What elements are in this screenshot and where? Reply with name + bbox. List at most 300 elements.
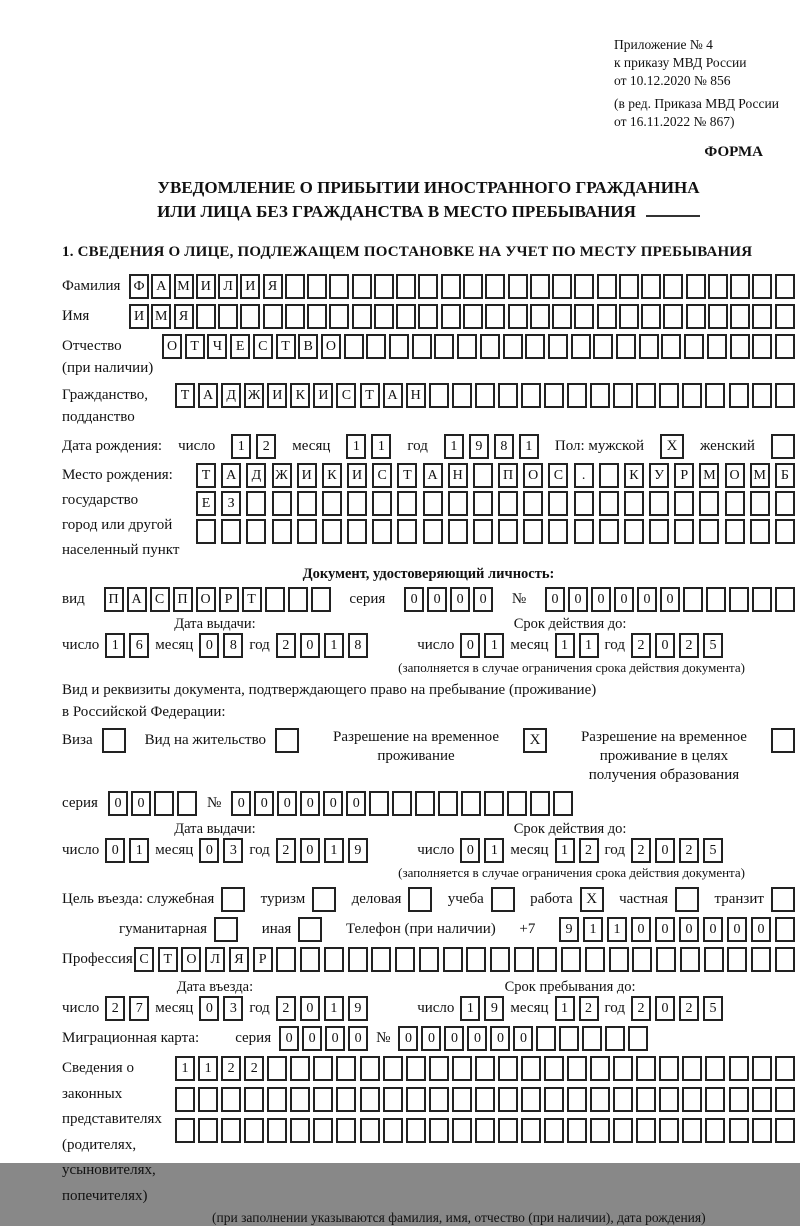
char-cell[interactable]: 0	[105, 838, 125, 863]
char-cell[interactable]	[752, 304, 772, 329]
char-cell[interactable]	[175, 1087, 195, 1112]
char-cell[interactable]	[727, 947, 747, 972]
char-cell[interactable]	[537, 947, 557, 972]
char-cell[interactable]	[475, 1056, 495, 1081]
char-cell[interactable]: П	[104, 587, 124, 612]
char-cell[interactable]	[246, 491, 266, 516]
char-cell[interactable]	[498, 519, 518, 544]
char-cell[interactable]	[503, 334, 523, 359]
char-cell[interactable]: С	[253, 334, 273, 359]
char-cell[interactable]	[705, 1118, 725, 1143]
char-cell[interactable]	[751, 947, 771, 972]
char-cell[interactable]	[389, 334, 409, 359]
char-cell[interactable]	[775, 947, 795, 972]
char-cell[interactable]	[730, 274, 750, 299]
char-cell[interactable]: 0	[568, 587, 588, 612]
purpose-study-checkbox[interactable]	[491, 887, 515, 912]
char-cell[interactable]	[548, 334, 568, 359]
char-cell[interactable]	[175, 1118, 195, 1143]
char-cell[interactable]	[383, 1118, 403, 1143]
char-cell[interactable]: 1	[607, 917, 627, 942]
char-cell[interactable]	[360, 1056, 380, 1081]
char-cell[interactable]: И	[267, 383, 287, 408]
char-cell[interactable]: О	[196, 587, 216, 612]
char-cell[interactable]	[418, 304, 438, 329]
char-cell[interactable]: 2	[631, 633, 651, 658]
char-cell[interactable]: 0	[751, 917, 771, 942]
char-cell[interactable]	[484, 791, 504, 816]
char-cell[interactable]: Т	[185, 334, 205, 359]
char-cell[interactable]: 0	[325, 1026, 345, 1051]
char-cell[interactable]	[463, 274, 483, 299]
char-cell[interactable]	[457, 334, 477, 359]
char-cell[interactable]: 1	[324, 996, 344, 1021]
char-cell[interactable]	[498, 1087, 518, 1112]
char-cell[interactable]	[324, 947, 344, 972]
char-cell[interactable]: А	[198, 383, 218, 408]
char-cell[interactable]: 0	[637, 587, 657, 612]
char-cell[interactable]	[571, 334, 591, 359]
char-cell[interactable]	[553, 791, 573, 816]
char-cell[interactable]	[656, 947, 676, 972]
char-cell[interactable]: П	[498, 463, 518, 488]
char-cell[interactable]	[198, 1087, 218, 1112]
char-cell[interactable]	[730, 304, 750, 329]
char-cell[interactable]	[429, 1118, 449, 1143]
char-cell[interactable]	[729, 383, 749, 408]
char-cell[interactable]: 0	[655, 996, 675, 1021]
char-cell[interactable]	[177, 791, 197, 816]
purpose-humanitarian-checkbox[interactable]	[214, 917, 238, 942]
char-cell[interactable]	[371, 947, 391, 972]
char-cell[interactable]	[530, 304, 550, 329]
char-cell[interactable]	[663, 274, 683, 299]
char-cell[interactable]	[395, 947, 415, 972]
char-cell[interactable]	[521, 1118, 541, 1143]
char-cell[interactable]	[609, 947, 629, 972]
char-cell[interactable]	[244, 1118, 264, 1143]
char-cell[interactable]: Ж	[272, 463, 292, 488]
char-cell[interactable]	[452, 1118, 472, 1143]
char-cell[interactable]	[636, 1087, 656, 1112]
char-cell[interactable]	[597, 274, 617, 299]
char-cell[interactable]: 2	[105, 996, 125, 1021]
char-cell[interactable]	[574, 519, 594, 544]
char-cell[interactable]: 9	[559, 917, 579, 942]
char-cell[interactable]: 8	[223, 633, 243, 658]
char-cell[interactable]	[498, 383, 518, 408]
char-cell[interactable]	[729, 1118, 749, 1143]
visa-checkbox[interactable]	[102, 728, 126, 753]
char-cell[interactable]: С	[150, 587, 170, 612]
char-cell[interactable]	[473, 519, 493, 544]
char-cell[interactable]: И	[196, 274, 216, 299]
char-cell[interactable]	[705, 1087, 725, 1112]
char-cell[interactable]: Ф	[129, 274, 149, 299]
char-cell[interactable]: 1	[484, 633, 504, 658]
char-cell[interactable]	[311, 587, 331, 612]
char-cell[interactable]	[406, 1056, 426, 1081]
char-cell[interactable]: 0	[300, 791, 320, 816]
char-cell[interactable]	[680, 947, 700, 972]
char-cell[interactable]: 0	[444, 1026, 464, 1051]
char-cell[interactable]: 1	[460, 996, 480, 1021]
char-cell[interactable]	[559, 1026, 579, 1051]
char-cell[interactable]	[438, 791, 458, 816]
char-cell[interactable]: 0	[348, 1026, 368, 1051]
char-cell[interactable]	[508, 274, 528, 299]
char-cell[interactable]	[452, 1087, 472, 1112]
char-cell[interactable]: И	[129, 304, 149, 329]
char-cell[interactable]	[705, 1056, 725, 1081]
char-cell[interactable]: 0	[404, 587, 424, 612]
char-cell[interactable]: У	[649, 463, 669, 488]
char-cell[interactable]	[682, 1087, 702, 1112]
char-cell[interactable]	[297, 491, 317, 516]
char-cell[interactable]	[619, 274, 639, 299]
char-cell[interactable]: 0	[467, 1026, 487, 1051]
char-cell[interactable]	[498, 491, 518, 516]
char-cell[interactable]: 0	[302, 1026, 322, 1051]
char-cell[interactable]: 0	[346, 791, 366, 816]
char-cell[interactable]	[418, 274, 438, 299]
char-cell[interactable]: 0	[655, 838, 675, 863]
char-cell[interactable]	[624, 491, 644, 516]
char-cell[interactable]	[218, 304, 238, 329]
char-cell[interactable]	[360, 1118, 380, 1143]
char-cell[interactable]: 2	[579, 996, 599, 1021]
char-cell[interactable]	[641, 304, 661, 329]
char-cell[interactable]: 1	[555, 838, 575, 863]
char-cell[interactable]	[708, 274, 728, 299]
char-cell[interactable]: 0	[427, 587, 447, 612]
char-cell[interactable]	[498, 1056, 518, 1081]
char-cell[interactable]	[752, 1118, 772, 1143]
char-cell[interactable]	[443, 947, 463, 972]
char-cell[interactable]: Н	[448, 463, 468, 488]
char-cell[interactable]: О	[321, 334, 341, 359]
char-cell[interactable]	[682, 1118, 702, 1143]
purpose-tourism-checkbox[interactable]	[312, 887, 336, 912]
char-cell[interactable]: И	[240, 274, 260, 299]
char-cell[interactable]	[674, 491, 694, 516]
char-cell[interactable]: 0	[279, 1026, 299, 1051]
char-cell[interactable]: Т	[242, 587, 262, 612]
char-cell[interactable]: 2	[276, 838, 296, 863]
char-cell[interactable]	[590, 383, 610, 408]
char-cell[interactable]: 0	[490, 1026, 510, 1051]
char-cell[interactable]	[463, 304, 483, 329]
char-cell[interactable]	[619, 304, 639, 329]
char-cell[interactable]	[307, 274, 327, 299]
char-cell[interactable]	[415, 791, 435, 816]
char-cell[interactable]	[434, 334, 454, 359]
char-cell[interactable]	[597, 304, 617, 329]
char-cell[interactable]: С	[336, 383, 356, 408]
char-cell[interactable]: А	[383, 383, 403, 408]
char-cell[interactable]: 2	[256, 434, 276, 459]
char-cell[interactable]	[775, 917, 795, 942]
char-cell[interactable]: 5	[703, 633, 723, 658]
char-cell[interactable]: О	[162, 334, 182, 359]
char-cell[interactable]	[244, 1087, 264, 1112]
char-cell[interactable]	[480, 334, 500, 359]
char-cell[interactable]: Р	[219, 587, 239, 612]
char-cell[interactable]: 0	[398, 1026, 418, 1051]
char-cell[interactable]	[775, 1056, 795, 1081]
char-cell[interactable]	[374, 274, 394, 299]
char-cell[interactable]	[605, 1026, 625, 1051]
char-cell[interactable]: Д	[246, 463, 266, 488]
char-cell[interactable]: С	[372, 463, 392, 488]
char-cell[interactable]	[590, 1087, 610, 1112]
char-cell[interactable]	[708, 304, 728, 329]
char-cell[interactable]: Т	[276, 334, 296, 359]
char-cell[interactable]: 2	[679, 996, 699, 1021]
char-cell[interactable]: З	[221, 491, 241, 516]
char-cell[interactable]: 0	[300, 996, 320, 1021]
char-cell[interactable]: Я	[229, 947, 249, 972]
char-cell[interactable]: 2	[679, 838, 699, 863]
char-cell[interactable]	[775, 519, 795, 544]
char-cell[interactable]	[508, 304, 528, 329]
char-cell[interactable]: 0	[727, 917, 747, 942]
char-cell[interactable]	[552, 304, 572, 329]
char-cell[interactable]	[706, 587, 726, 612]
char-cell[interactable]: Л	[205, 947, 225, 972]
char-cell[interactable]	[383, 1087, 403, 1112]
char-cell[interactable]	[521, 1056, 541, 1081]
char-cell[interactable]: 0	[513, 1026, 533, 1051]
char-cell[interactable]	[452, 1056, 472, 1081]
char-cell[interactable]	[686, 274, 706, 299]
char-cell[interactable]	[752, 587, 772, 612]
char-cell[interactable]	[240, 304, 260, 329]
char-cell[interactable]: 0	[421, 1026, 441, 1051]
char-cell[interactable]	[419, 947, 439, 972]
char-cell[interactable]: Д	[221, 383, 241, 408]
char-cell[interactable]	[752, 334, 772, 359]
char-cell[interactable]: 0	[591, 587, 611, 612]
char-cell[interactable]	[475, 1118, 495, 1143]
char-cell[interactable]	[729, 1087, 749, 1112]
char-cell[interactable]: М	[174, 274, 194, 299]
char-cell[interactable]	[729, 587, 749, 612]
char-cell[interactable]	[448, 519, 468, 544]
char-cell[interactable]	[366, 334, 386, 359]
char-cell[interactable]: 2	[276, 633, 296, 658]
char-cell[interactable]	[221, 1118, 241, 1143]
char-cell[interactable]	[684, 334, 704, 359]
char-cell[interactable]: 1	[231, 434, 251, 459]
char-cell[interactable]: Т	[175, 383, 195, 408]
char-cell[interactable]	[567, 1056, 587, 1081]
char-cell[interactable]: 2	[276, 996, 296, 1021]
char-cell[interactable]: Р	[674, 463, 694, 488]
char-cell[interactable]	[674, 519, 694, 544]
purpose-other-checkbox[interactable]	[298, 917, 322, 942]
char-cell[interactable]	[485, 274, 505, 299]
char-cell[interactable]	[775, 587, 795, 612]
char-cell[interactable]: 8	[348, 633, 368, 658]
char-cell[interactable]	[360, 1087, 380, 1112]
char-cell[interactable]: 2	[244, 1056, 264, 1081]
char-cell[interactable]	[636, 383, 656, 408]
char-cell[interactable]	[752, 383, 772, 408]
char-cell[interactable]	[352, 304, 372, 329]
char-cell[interactable]	[429, 383, 449, 408]
char-cell[interactable]: 1	[346, 434, 366, 459]
char-cell[interactable]	[590, 1118, 610, 1143]
char-cell[interactable]	[561, 947, 581, 972]
char-cell[interactable]: 8	[494, 434, 514, 459]
char-cell[interactable]	[288, 587, 308, 612]
char-cell[interactable]: Б	[775, 463, 795, 488]
char-cell[interactable]: 0	[199, 838, 219, 863]
char-cell[interactable]	[490, 947, 510, 972]
char-cell[interactable]	[544, 383, 564, 408]
char-cell[interactable]	[290, 1056, 310, 1081]
char-cell[interactable]: 9	[348, 838, 368, 863]
char-cell[interactable]	[544, 1118, 564, 1143]
char-cell[interactable]	[406, 1087, 426, 1112]
char-cell[interactable]	[347, 491, 367, 516]
char-cell[interactable]	[636, 1118, 656, 1143]
char-cell[interactable]	[374, 304, 394, 329]
char-cell[interactable]: И	[313, 383, 333, 408]
char-cell[interactable]	[752, 1087, 772, 1112]
char-cell[interactable]: 2	[631, 838, 651, 863]
char-cell[interactable]	[196, 519, 216, 544]
char-cell[interactable]: 0	[631, 917, 651, 942]
char-cell[interactable]: .	[574, 463, 594, 488]
char-cell[interactable]: А	[423, 463, 443, 488]
char-cell[interactable]: И	[297, 463, 317, 488]
char-cell[interactable]: 1	[583, 917, 603, 942]
char-cell[interactable]: 0	[660, 587, 680, 612]
char-cell[interactable]: 0	[108, 791, 128, 816]
char-cell[interactable]: 2	[221, 1056, 241, 1081]
char-cell[interactable]	[544, 1087, 564, 1112]
temp-residence-edu-checkbox[interactable]	[771, 728, 795, 753]
char-cell[interactable]	[552, 274, 572, 299]
char-cell[interactable]: 1	[105, 633, 125, 658]
char-cell[interactable]: Л	[218, 274, 238, 299]
char-cell[interactable]	[423, 519, 443, 544]
char-cell[interactable]: С	[548, 463, 568, 488]
char-cell[interactable]	[567, 1118, 587, 1143]
char-cell[interactable]	[523, 491, 543, 516]
char-cell[interactable]: 3	[223, 996, 243, 1021]
char-cell[interactable]	[659, 1056, 679, 1081]
char-cell[interactable]: К	[624, 463, 644, 488]
char-cell[interactable]: 0	[199, 633, 219, 658]
char-cell[interactable]: 2	[579, 838, 599, 863]
char-cell[interactable]	[585, 947, 605, 972]
char-cell[interactable]: Т	[397, 463, 417, 488]
char-cell[interactable]: И	[347, 463, 367, 488]
char-cell[interactable]: 1	[324, 633, 344, 658]
char-cell[interactable]: 0	[460, 633, 480, 658]
char-cell[interactable]	[775, 274, 795, 299]
char-cell[interactable]	[752, 274, 772, 299]
gender-female-checkbox[interactable]	[771, 434, 795, 459]
char-cell[interactable]	[475, 1087, 495, 1112]
purpose-transit-checkbox[interactable]	[771, 887, 795, 912]
char-cell[interactable]	[730, 334, 750, 359]
char-cell[interactable]: С	[134, 947, 154, 972]
char-cell[interactable]	[272, 491, 292, 516]
char-cell[interactable]	[498, 1118, 518, 1143]
char-cell[interactable]	[154, 791, 174, 816]
char-cell[interactable]	[574, 304, 594, 329]
char-cell[interactable]: Я	[174, 304, 194, 329]
char-cell[interactable]	[750, 519, 770, 544]
char-cell[interactable]	[285, 304, 305, 329]
char-cell[interactable]	[290, 1087, 310, 1112]
char-cell[interactable]: 9	[469, 434, 489, 459]
char-cell[interactable]: Ч	[207, 334, 227, 359]
char-cell[interactable]	[613, 1087, 633, 1112]
char-cell[interactable]: 9	[484, 996, 504, 1021]
char-cell[interactable]	[452, 383, 472, 408]
char-cell[interactable]	[775, 383, 795, 408]
char-cell[interactable]: 7	[129, 996, 149, 1021]
char-cell[interactable]: В	[298, 334, 318, 359]
char-cell[interactable]	[775, 1087, 795, 1112]
temp-residence-checkbox[interactable]: X	[523, 728, 547, 753]
char-cell[interactable]: 0	[460, 838, 480, 863]
char-cell[interactable]	[263, 304, 283, 329]
purpose-business-checkbox[interactable]	[408, 887, 432, 912]
char-cell[interactable]	[752, 1056, 772, 1081]
char-cell[interactable]	[725, 519, 745, 544]
char-cell[interactable]	[267, 1087, 287, 1112]
char-cell[interactable]: О	[523, 463, 543, 488]
char-cell[interactable]: 0	[300, 838, 320, 863]
char-cell[interactable]: Н	[406, 383, 426, 408]
char-cell[interactable]	[548, 491, 568, 516]
char-cell[interactable]	[649, 519, 669, 544]
char-cell[interactable]: 0	[231, 791, 251, 816]
purpose-official-checkbox[interactable]	[221, 887, 245, 912]
char-cell[interactable]	[473, 491, 493, 516]
char-cell[interactable]	[682, 1056, 702, 1081]
char-cell[interactable]: А	[151, 274, 171, 299]
char-cell[interactable]: 1	[484, 838, 504, 863]
char-cell[interactable]	[574, 274, 594, 299]
char-cell[interactable]: 0	[655, 633, 675, 658]
purpose-work-checkbox[interactable]: X	[580, 887, 604, 912]
char-cell[interactable]	[396, 304, 416, 329]
char-cell[interactable]	[530, 274, 550, 299]
char-cell[interactable]	[613, 1056, 633, 1081]
char-cell[interactable]	[616, 334, 636, 359]
char-cell[interactable]	[347, 519, 367, 544]
char-cell[interactable]	[423, 491, 443, 516]
char-cell[interactable]	[300, 947, 320, 972]
char-cell[interactable]: О	[181, 947, 201, 972]
char-cell[interactable]	[412, 334, 432, 359]
char-cell[interactable]	[429, 1056, 449, 1081]
char-cell[interactable]: 0	[199, 996, 219, 1021]
char-cell[interactable]: 1	[579, 633, 599, 658]
char-cell[interactable]: Р	[253, 947, 273, 972]
char-cell[interactable]	[475, 383, 495, 408]
residence-permit-checkbox[interactable]	[275, 728, 299, 753]
char-cell[interactable]	[329, 304, 349, 329]
char-cell[interactable]: 1	[519, 434, 539, 459]
